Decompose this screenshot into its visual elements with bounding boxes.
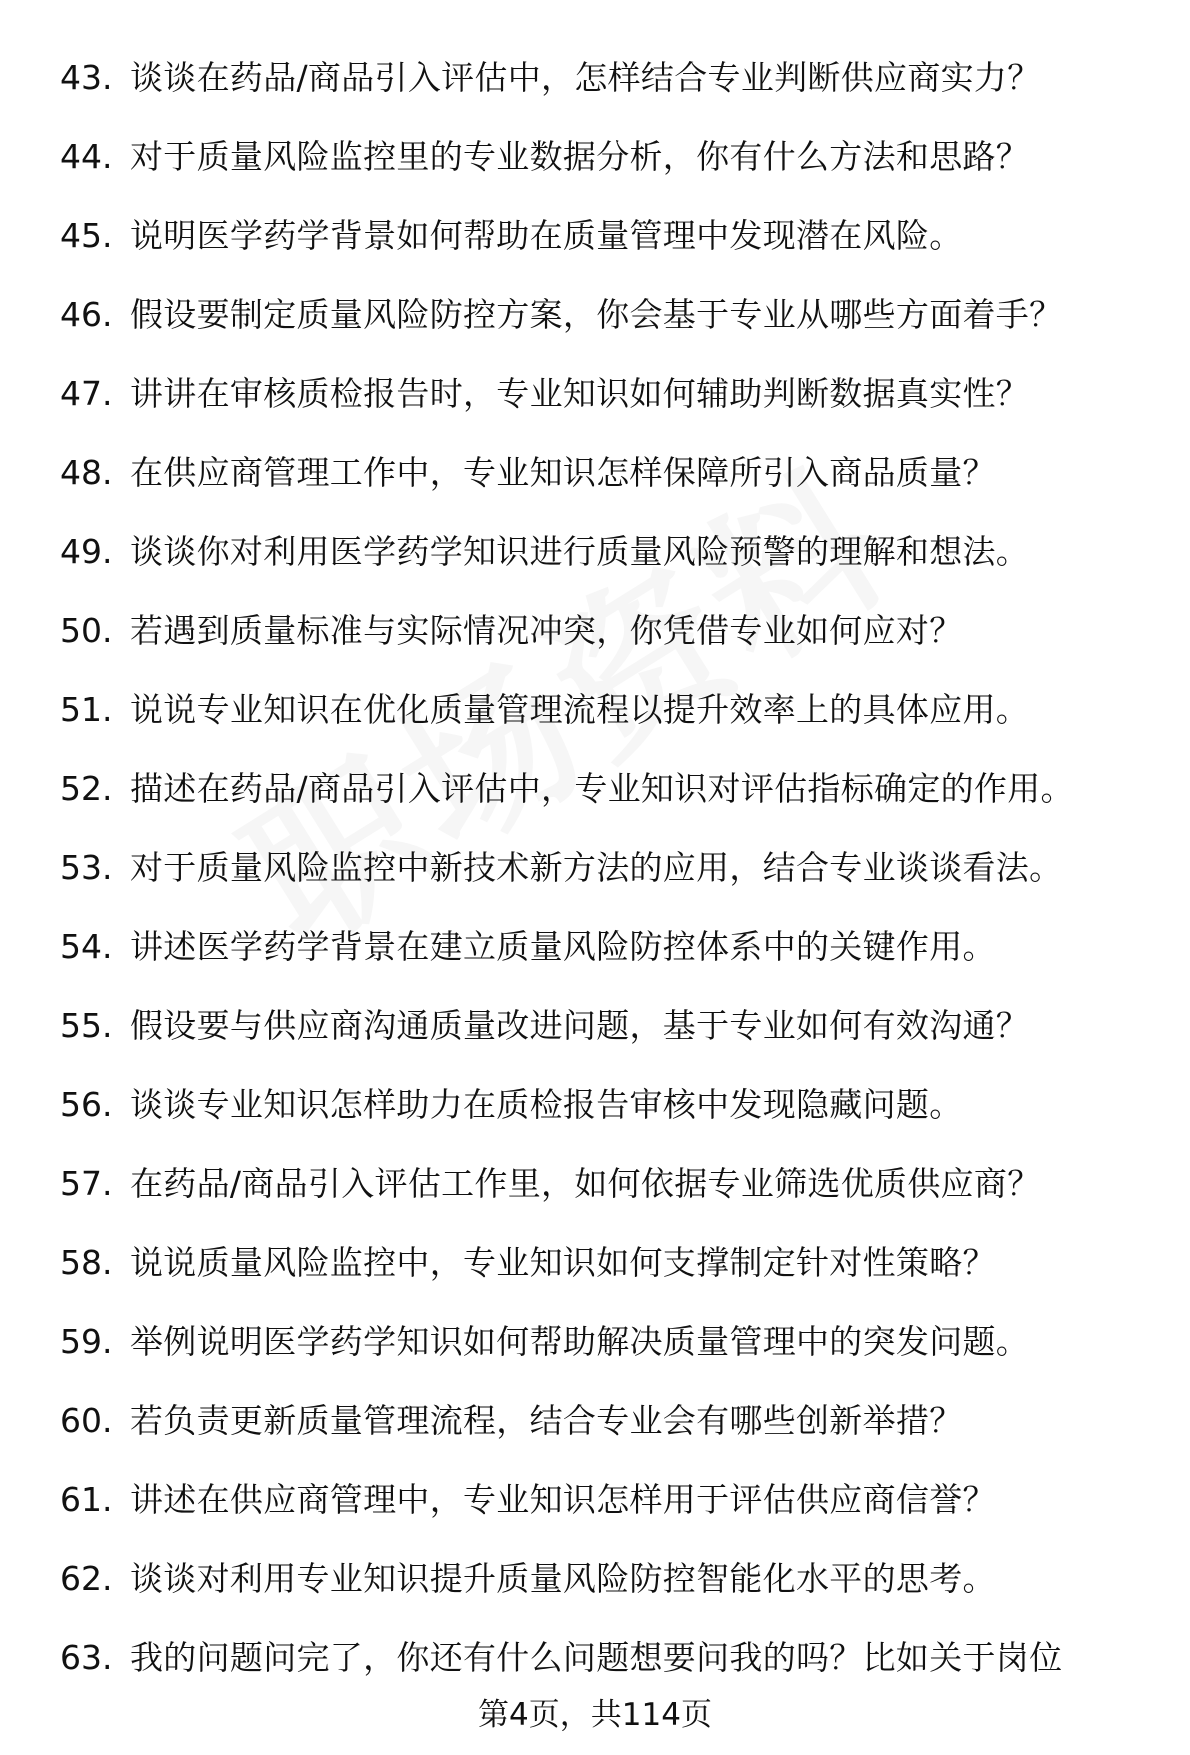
question-text: 讲述医学药学背景在建立质量风险防控体系中的关键作用。	[130, 927, 996, 966]
page-footer	[0, 1690, 1190, 1740]
question-item	[0, 117, 1190, 196]
question-number: 61.	[60, 1480, 113, 1519]
question-number: 53.	[60, 848, 113, 887]
question-number: 57.	[60, 1164, 113, 1203]
question-number: 47.	[60, 374, 113, 413]
question-item	[0, 1223, 1190, 1302]
question-item	[0, 749, 1190, 828]
question-item	[0, 354, 1190, 433]
question-number: 58.	[60, 1243, 113, 1282]
question-item	[0, 512, 1190, 591]
question-text: 说说质量风险监控中，专业知识如何支撑制定针对性策略？	[130, 1243, 996, 1282]
question-item	[0, 1539, 1190, 1618]
question-text: 假设要制定质量风险防控方案，你会基于专业从哪些方面着手？	[130, 295, 1063, 334]
question-number: 43.	[60, 58, 113, 97]
question-text: 对于质量风险监控中新技术新方法的应用，结合专业谈谈看法。	[130, 848, 1063, 887]
question-item	[0, 1302, 1190, 1381]
question-text: 在药品/商品引入评估工作里，如何依据专业筛选优质供应商？	[130, 1164, 1041, 1203]
question-number: 46.	[60, 295, 113, 334]
question-item	[0, 907, 1190, 986]
question-item	[0, 1144, 1190, 1223]
question-item	[0, 196, 1190, 275]
question-item	[0, 1381, 1190, 1460]
question-text: 讲述在供应商管理中，专业知识怎样用于评估供应商信誉？	[130, 1480, 996, 1519]
question-item	[0, 828, 1190, 907]
question-number: 52.	[60, 769, 113, 808]
question-number: 44.	[60, 137, 113, 176]
question-text: 谈谈对利用专业知识提升质量风险防控智能化水平的思考。	[130, 1559, 996, 1598]
page-number-label: 第4页，共114页	[478, 1697, 712, 1733]
question-number: 55.	[60, 1006, 113, 1045]
question-number: 56.	[60, 1085, 113, 1124]
question-text: 在供应商管理工作中，专业知识怎样保障所引入商品质量？	[130, 453, 996, 492]
question-item	[0, 1065, 1190, 1144]
question-number: 51.	[60, 690, 113, 729]
question-item	[0, 986, 1190, 1065]
question-text: 说明医学药学背景如何帮助在质量管理中发现潜在风险。	[130, 216, 963, 255]
question-number: 60.	[60, 1401, 113, 1440]
question-item	[0, 275, 1190, 354]
question-number: 49.	[60, 532, 113, 571]
question-text: 举例说明医学药学知识如何帮助解决质量管理中的突发问题。	[130, 1322, 1030, 1361]
question-number: 48.	[60, 453, 113, 492]
question-list	[0, 38, 1190, 1697]
question-text: 描述在药品/商品引入评估中，专业知识对评估指标确定的作用。	[130, 769, 1074, 808]
question-text: 对于质量风险监控里的专业数据分析，你有什么方法和思路？	[130, 137, 1030, 176]
question-text: 若遇到质量标准与实际情况冲突，你凭借专业如何应对？	[130, 611, 963, 650]
question-text: 我的问题问完了，你还有什么问题想要问我的吗？比如关于岗位	[130, 1638, 1063, 1677]
question-item	[0, 38, 1190, 117]
question-text: 若负责更新质量管理流程，结合专业会有哪些创新举措？	[130, 1401, 963, 1440]
question-text: 谈谈专业知识怎样助力在质检报告审核中发现隐藏问题。	[130, 1085, 963, 1124]
question-item	[0, 1618, 1190, 1697]
question-text: 谈谈你对利用医学药学知识进行质量风险预警的理解和想法。	[130, 532, 1030, 571]
question-item	[0, 591, 1190, 670]
question-number: 63.	[60, 1638, 113, 1677]
question-number: 54.	[60, 927, 113, 966]
question-number: 45.	[60, 216, 113, 255]
question-number: 59.	[60, 1322, 113, 1361]
question-item	[0, 433, 1190, 512]
question-number: 62.	[60, 1559, 113, 1598]
question-item	[0, 1460, 1190, 1539]
question-number: 50.	[60, 611, 113, 650]
question-text: 谈谈在药品/商品引入评估中，怎样结合专业判断供应商实力？	[130, 58, 1041, 97]
question-text: 讲讲在审核质检报告时，专业知识如何辅助判断数据真实性？	[130, 374, 1030, 413]
question-item	[0, 670, 1190, 749]
question-text: 假设要与供应商沟通质量改进问题，基于专业如何有效沟通？	[130, 1006, 1030, 1045]
question-text: 说说专业知识在优化质量管理流程以提升效率上的具体应用。	[130, 690, 1030, 729]
